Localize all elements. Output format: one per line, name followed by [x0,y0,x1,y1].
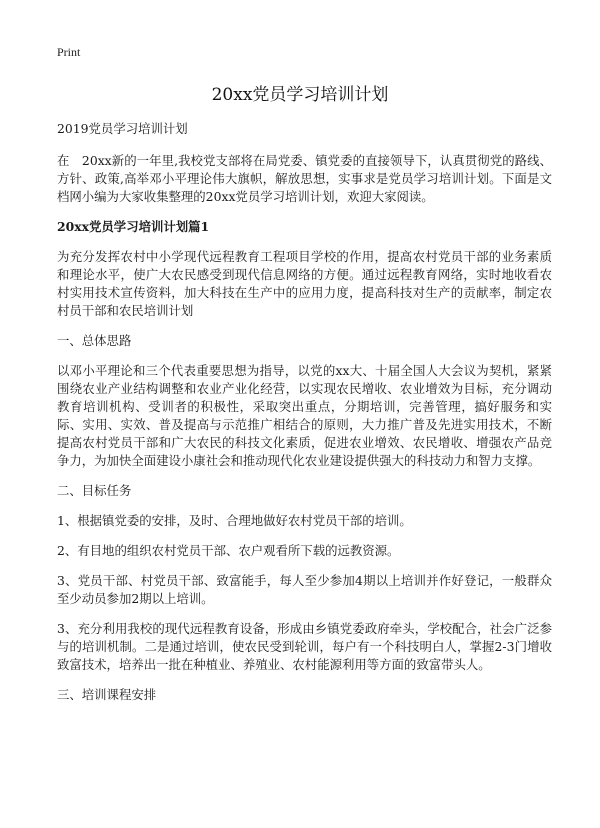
part1-paragraph: 以邓小平理论和三个代表重要思想为指导，以党的xx大、十届全国人大会议为契机，紧紧围绕农业产业结构调整和农业产业化经营，以实现农民增收、农业增效为目标，充分调动教育培训机构、受训者的积极性，采取突出重点，分期培训，完善管理，搞好服务和实际、实用、实效、普及提高与示范推广相结合的原则，大力推广普及先进实用技术，不断提高农村党员干部和广大农民的科技文化素质，促进农业增效、农民增收、增强农产品竞争力，为加快全面建设小康社会和推动现代化农业建设提供强大的科技动力和智力支撑。 [57,363,552,468]
section-heading: 20xx党员学习培训计划篇1 [57,219,210,234]
list-item: 2、有目地的组织农村党员干部、农户观看所下载的远教资源。 [57,543,400,558]
document-title: 20xx党员学习培训计划 [211,85,389,105]
intro-paragraph: 在 20xx新的一年里,我校党支部将在局党委、镇党委的直接领导下，认真贯彻党的路线、方针、政策,高举邓小平理论伟大旗帜，解放思想，实事求是党员学习培训计划。下面是文档网小编为大家收集整理的20xx党员学习培训计划，欢迎大家阅读。 [57,153,552,204]
part2-heading: 二、目标任务 [57,483,132,498]
document-subtitle: 2019党员学习培训计划 [57,121,188,136]
print-link[interactable]: Print [57,45,81,59]
purpose-paragraph: 为充分发挥农村中小学现代远程教育工程项目学校的作用，提高农村党员干部的业务素质和理论水平，使广大农民感受到现代信息网络的方便。通过远程教育网络，实时地收看农村实用技术宣传资料，加大科技在生产中的应用力度，提高科技对生产的贡献率，制定农村员干部和农民培训计划 [57,249,552,318]
document-body [57,120,552,716]
part1-heading: 一、总体思路 [57,333,132,348]
list-item: 3、充分利用我校的现代远程教育设备，形成由乡镇党委政府牵头，学校配合，社会广泛参与的培训机制。二是通过培训，使农民受到轮训，每户有一个科技明白人，掌握2-3门增收致富技术，培养出一批在种植业、养殖业、农村能源利用等方面的致富带头人。 [57,621,552,672]
list-item: 3、党员干部、村党员干部、致富能手，每人至少参加4期以上培训并作好登记，一般群众至少动员参加2期以上培训。 [57,573,552,606]
part3-heading: 三、培训课程安排 [57,687,157,702]
list-item: 1、根据镇党委的安排，及时、合理地做好农村党员干部的培训。 [57,513,412,528]
